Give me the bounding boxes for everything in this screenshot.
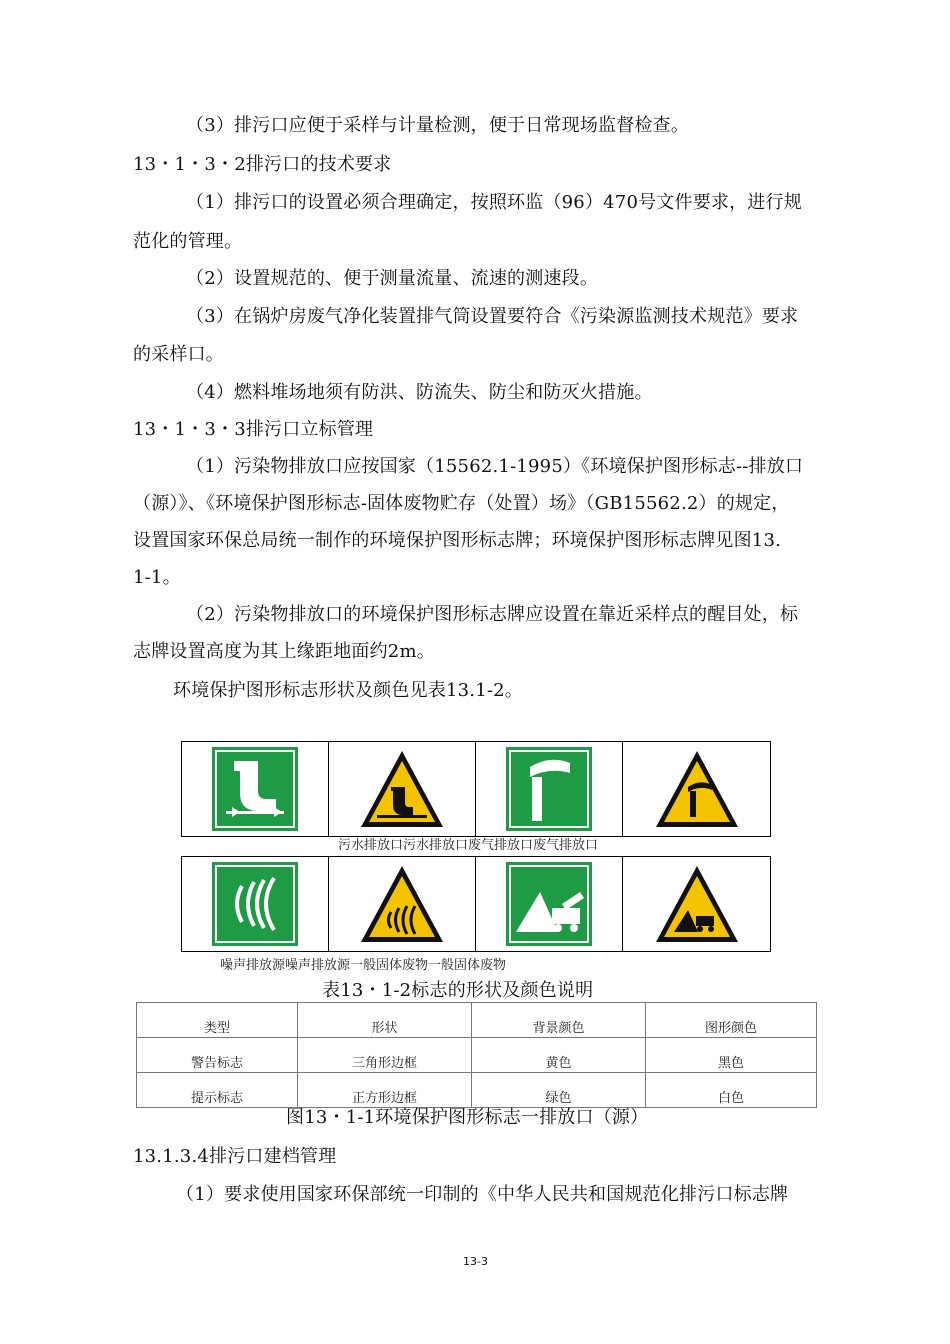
- table-cell: 黄色: [472, 1038, 646, 1073]
- paragraph: （1）污染物排放口应按国家（15562.1-1995）《环境保护图形标志--排放口: [186, 456, 804, 477]
- paragraph: （3）排污口应便于采样与计量检测，便于日常现场监督检查。: [186, 115, 690, 136]
- paragraph: 1-1。: [133, 567, 181, 588]
- section-heading: 13・1・3・3排污口立标管理: [133, 419, 374, 440]
- sign-row-2: [181, 856, 771, 952]
- exhaust-outlet-warning-icon: [654, 747, 740, 831]
- paragraph: （1）要求使用国家环保部统一印制的《中华人民共和国规范化排污口标志牌: [176, 1184, 789, 1205]
- paragraph: （4）燃料堆场地须有防洪、防流失、防尘和防灭火措施。: [186, 382, 653, 403]
- table-header-cell: 图形颜色: [646, 1003, 817, 1038]
- spec-table: [136, 1002, 817, 1108]
- sign-cell: [623, 857, 770, 951]
- table-header-cell: 类型: [137, 1003, 298, 1038]
- paragraph: （2）污染物排放口的环境保护图形标志牌应设置在靠近采样点的醒目处，标: [186, 604, 799, 625]
- sign-cell: [182, 742, 329, 836]
- sign-cell: [329, 857, 476, 951]
- paragraph: 的采样口。: [133, 344, 224, 365]
- table-header-cell: 形状: [298, 1003, 472, 1038]
- figure-caption: 图13・1-1环境保护图形标志一排放口（源）: [286, 1107, 649, 1128]
- sign-row-1: [181, 741, 771, 837]
- table-cell: 提示标志: [137, 1073, 298, 1108]
- exhaust-outlet-green-icon: [506, 747, 592, 831]
- table-cell: 白色: [646, 1073, 817, 1108]
- noise-source-green-icon: [212, 862, 298, 946]
- sign-cell: [476, 857, 623, 951]
- solid-waste-green-icon: [506, 862, 592, 946]
- noise-source-warning-icon: [359, 862, 445, 946]
- table-cell: 三角形边框: [298, 1038, 472, 1073]
- section-heading: 13・1・3・2排污口的技术要求: [133, 154, 392, 175]
- paragraph: （2）设置规范的、便于测量流量、流速的测速段。: [186, 268, 599, 289]
- paragraph: （3）在锅炉房废气净化装置排气筒设置要符合《污染源监测技术规范》要求: [186, 306, 799, 327]
- paragraph: （1）排污口的设置必须合理确定，按照环监（96）470号文件要求，进行规: [186, 192, 802, 213]
- table-cell: 警告标志: [137, 1038, 298, 1073]
- sign-cell: [476, 742, 623, 836]
- paragraph: 范化的管理。: [133, 231, 243, 252]
- section-heading: 13.1.3.4排污口建档管理: [133, 1146, 337, 1167]
- wastewater-outlet-green-icon: [212, 747, 298, 831]
- sign-cell: [182, 857, 329, 951]
- sign-cell: [623, 742, 770, 836]
- sign-row-1-caption: 污水排放口污水排放口废气排放口废气排放口: [338, 838, 599, 853]
- table-cell: 黑色: [646, 1038, 817, 1073]
- table-header-cell: 背景颜色: [472, 1003, 646, 1038]
- paragraph: （源）》、《环境保护图形标志-固体废物贮存（处置）场》（GB15562.2）的规定，: [133, 493, 790, 514]
- paragraph: 环境保护图形标志形状及颜色见表13.1-2。: [173, 680, 524, 701]
- table-header-row: [137, 1003, 817, 1038]
- table-cell: 绿色: [472, 1073, 646, 1108]
- sign-row-2-caption: 噪声排放源噪声排放源一般固体废物一般固体废物: [220, 958, 507, 973]
- solid-waste-warning-icon: [654, 862, 740, 946]
- paragraph: 设置国家环保总局统一制作的环境保护图形标志牌；环境保护图形标志牌见图13.: [133, 530, 782, 551]
- table-title: 表13・1-2标志的形状及颜色说明: [322, 980, 594, 1001]
- paragraph: 志牌设置高度为其上缘距地面约2m。: [133, 641, 435, 662]
- table-cell: 正方形边框: [298, 1073, 472, 1108]
- sign-cell: [329, 742, 476, 836]
- page-number: 13-3: [463, 1255, 488, 1268]
- wastewater-outlet-warning-icon: [359, 747, 445, 831]
- table-row: [137, 1038, 817, 1073]
- table-row: [137, 1073, 817, 1108]
